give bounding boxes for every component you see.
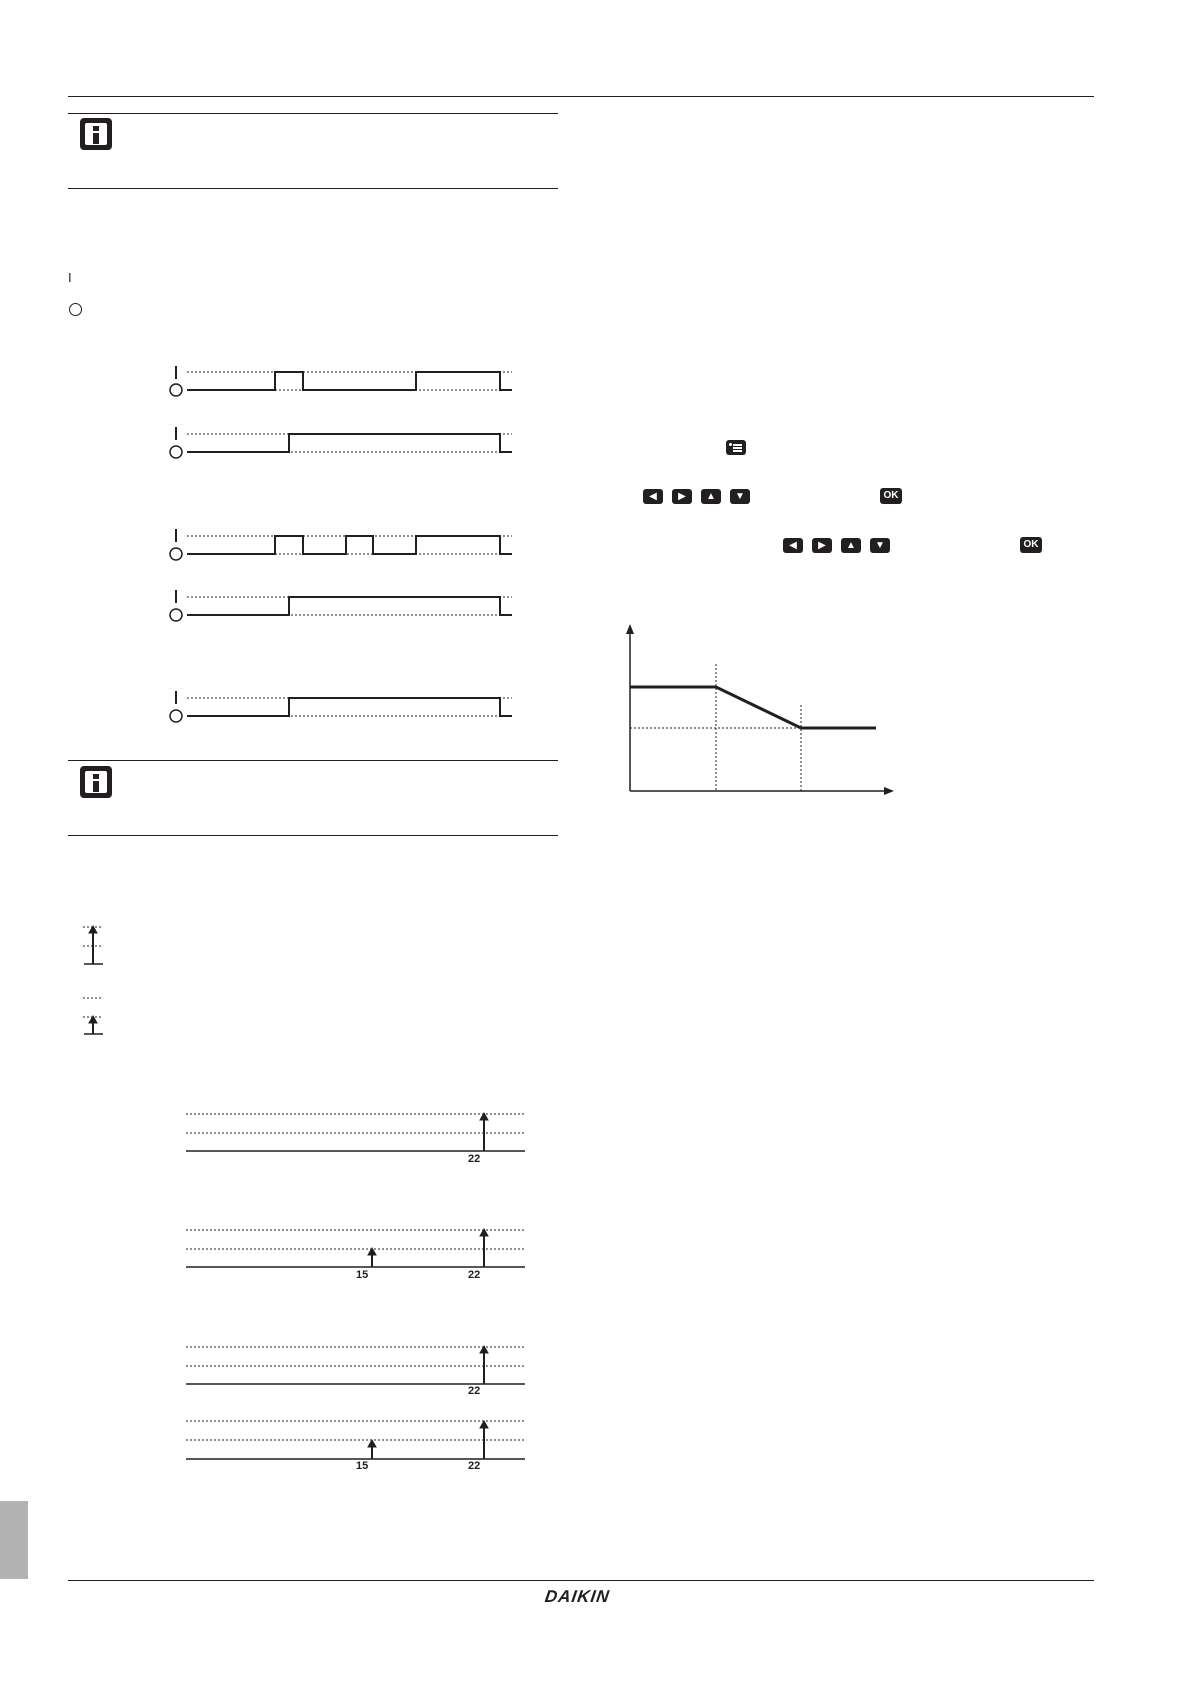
bar-timeline-4-label-22: 22 bbox=[468, 1460, 481, 1472]
bar-timeline-1 bbox=[186, 1113, 525, 1151]
bar-timeline-4 bbox=[186, 1421, 525, 1459]
bar-timeline-1-label-22: 22 bbox=[468, 1153, 481, 1165]
left-arrow-key-icon: ◀ bbox=[643, 489, 663, 504]
right-arrow-key-icon: ▶ bbox=[672, 489, 692, 504]
bar-timeline-3-label-22: 22 bbox=[468, 1385, 481, 1397]
on-symbol: I bbox=[68, 270, 72, 285]
down-arrow-key-icon: ▼ bbox=[730, 489, 750, 504]
ok-key-icon: OK bbox=[1020, 537, 1042, 553]
up-arrow-key-icon: ▲ bbox=[701, 489, 721, 504]
language-tab bbox=[0, 1501, 28, 1579]
up-arrow-key-icon: ▲ bbox=[841, 538, 861, 553]
ok-key-icon: OK bbox=[880, 488, 902, 504]
graph-curve bbox=[630, 687, 876, 728]
bar-timeline-2-label-22: 22 bbox=[468, 1269, 481, 1281]
down-arrow-key-icon: ▼ bbox=[870, 538, 890, 553]
left-arrow-key-icon: ◀ bbox=[783, 538, 803, 553]
graph-x-axis-arrow bbox=[884, 787, 894, 795]
daikin-logo: DAIKIN bbox=[543, 1587, 611, 1606]
page-footer-rule bbox=[68, 1580, 1094, 1581]
weather-dependent-curve-graph bbox=[0, 0, 1190, 800]
bar-timeline-2 bbox=[186, 1229, 525, 1267]
right-arrow-key-icon: ▶ bbox=[812, 538, 832, 553]
bar-timeline-3 bbox=[186, 1346, 525, 1384]
bar-timeline-4-label-15: 15 bbox=[356, 1460, 369, 1472]
bar-timeline-2-label-15: 15 bbox=[356, 1269, 369, 1281]
graph-y-axis-arrow bbox=[626, 624, 634, 634]
